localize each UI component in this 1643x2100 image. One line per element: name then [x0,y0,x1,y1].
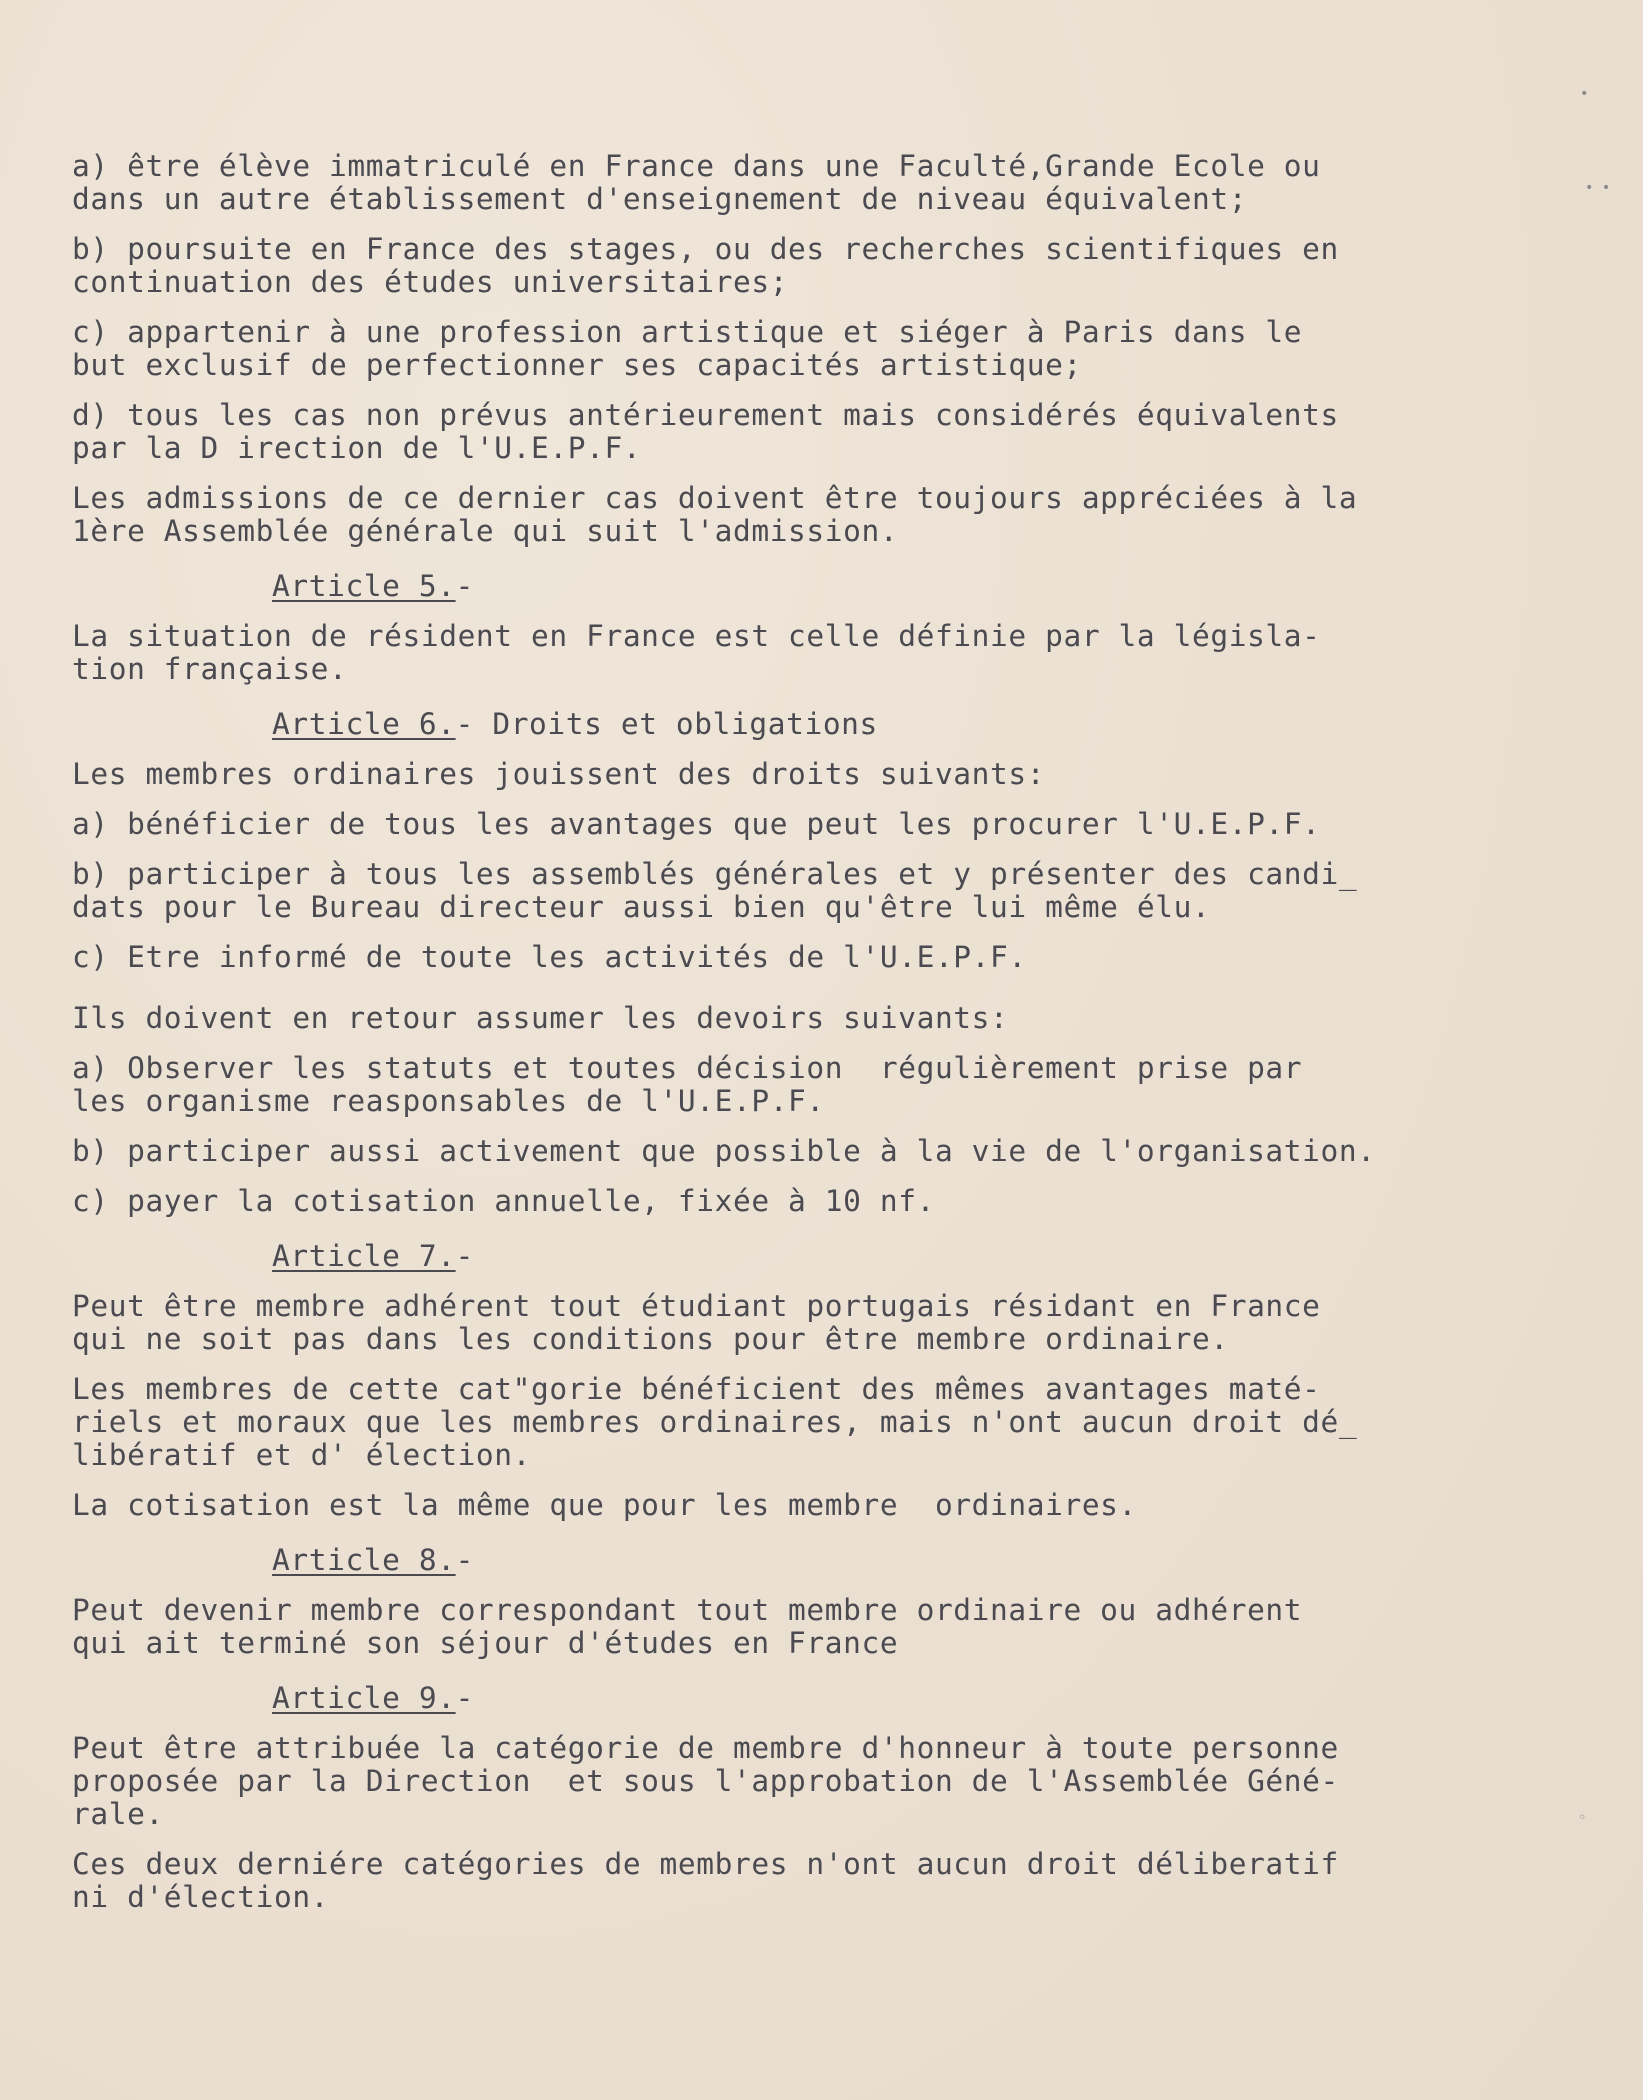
article-8-paragraph: Peut devenir membre correspondant tout membre ordinaire ou adhérent qui ait terminé son séjour d'études en France [72,1593,1303,1660]
paper-speck: • [1580,86,1589,102]
article-6-paragraph: c) payer la cotisation annuelle, fixée à 10 nf. [72,1184,935,1218]
article-6-paragraph: a) Observer les statuts et toutes décision régulièrement prise par les organisme reasponsables de l'U.E.P.F. [72,1051,1303,1118]
paragraph-condition-a: a) être élève immatriculé en France dans une Faculté,Grande Ecole ou dans un autre établissement d'enseignement de niveau équivalent; [72,149,1321,216]
article-7-heading [272,1240,1492,1273]
article-8-heading [272,1544,1492,1577]
article-5-suffix: - [455,569,474,603]
article-9-paragraph: Ces deux derniére catégories de membres n'ont aucun droit déliberatif ni d'élection. [72,1847,1339,1914]
article-5-label: Article 5. [272,569,456,603]
article-7-suffix: - [455,1239,474,1273]
article-8-suffix: - [455,1543,474,1577]
article-8-label: Article 8. [272,1543,456,1577]
paragraph-condition-b: b) poursuite en France des stages, ou des recherches scientifiques en continuation des études universitaires; [72,232,1339,299]
article-6-paragraph: c) Etre informé de toute les activités de l'U.E.P.F. [72,940,1027,974]
paragraph-condition-c: c) appartenir à une profession artistique et siéger à Paris dans le but exclusif de perfectionner ses capacités artistique; [72,315,1303,382]
article-7-paragraph: La cotisation est la même que pour les membre ordinaires. [72,1488,1137,1522]
paragraph-admissions: Les admissions de ce dernier cas doivent être toujours appréciées à la 1ère Assemblée générale qui suit l'admission. [72,481,1358,548]
paragraph-condition-d: d) tous les cas non prévus antérieurement mais considérés équivalents par la D irection de l'U.E.P.F. [72,398,1339,465]
article-7-paragraph: Peut être membre adhérent tout étudiant portugais résidant en France qui ne soit pas dans les conditions pour être membre ordinaire. [72,1289,1321,1356]
article-6-paragraph: b) participer à tous les assemblés générales et y présenter des candi_ dats pour le Bureau directeur aussi bien qu'être lui même élu. [72,857,1358,924]
article-6-heading [272,708,1492,741]
article-9-suffix: - [455,1681,474,1715]
article-5-heading [272,570,1492,603]
article-5-paragraph: La situation de résident en France est celle définie par la législa- tion française. [72,619,1321,686]
article-6-paragraph: Les membres ordinaires jouissent des droits suivants: [72,757,1046,791]
article-6-paragraph: a) bénéficier de tous les avantages que peut les procurer l'U.E.P.F. [72,807,1321,841]
article-9-label: Article 9. [272,1681,456,1715]
document-page [72,150,1492,1931]
article-9-heading [272,1682,1492,1715]
article-7-label: Article 7. [272,1239,456,1273]
article-6-suffix: - Droits et obligations [455,707,878,741]
article-9-paragraph: Peut être attribuée la catégorie de membre d'honneur à toute personne proposée par la Direction et sous l'approbation de l'Assemblée Géné- rale. [72,1731,1339,1831]
paper-speck: ◦ [1578,1810,1587,1826]
article-6-paragraph: b) participer aussi activement que possible à la vie de l'organisation. [72,1134,1376,1168]
article-7-paragraph: Les membres de cette cat"gorie bénéficient des mêmes avantages maté- riels et moraux que les membres ordinaires, mais n'ont aucun droit dé_ libératif et d' élection. [72,1372,1358,1472]
article-6-label: Article 6. [272,707,456,741]
article-6-paragraph: Ils doivent en retour assumer les devoirs suivants: [72,1001,1009,1035]
paper-speck: • • [1585,180,1611,196]
